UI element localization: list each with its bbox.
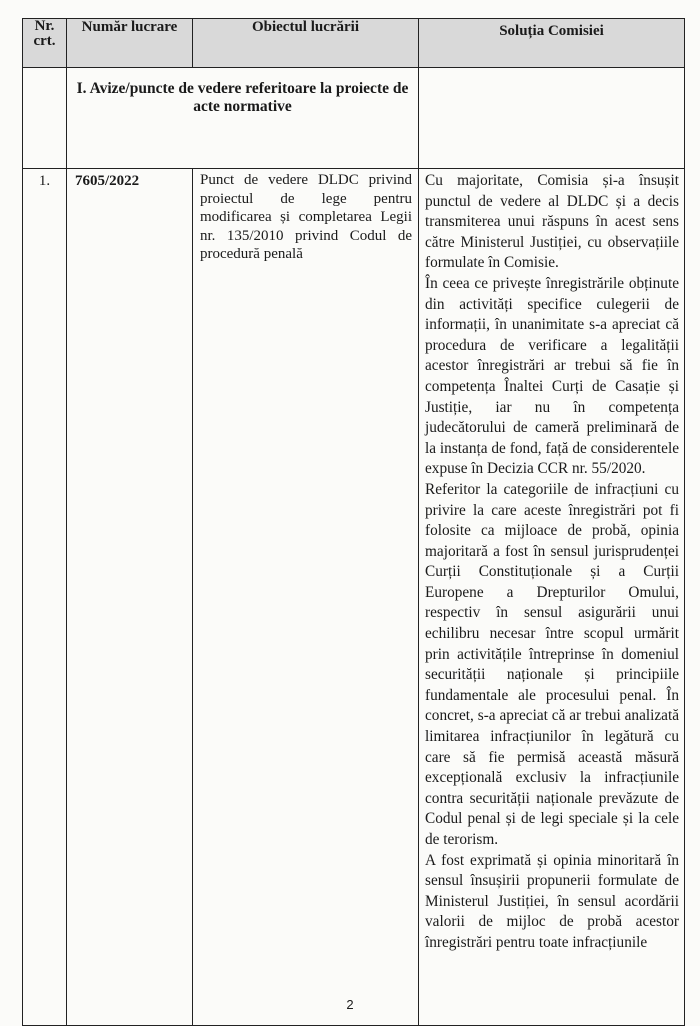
header-numar-lucrare: Număr lucrare xyxy=(67,19,193,68)
page-number: 2 xyxy=(346,997,354,1012)
section-row xyxy=(23,68,685,169)
decisions-table xyxy=(22,18,685,1026)
section-title: I. Avize/puncte de vedere referitoare la proiecte de acte normative xyxy=(67,68,419,169)
row-numar-lucrare: 7605/2022 xyxy=(67,169,193,1026)
section-empty-cell xyxy=(419,68,685,169)
row-obiect: Punct de vedere DLDC privind proiectul de lege pentru modificarea și completarea Legii nr. 135/2010 privind Codul de procedură penală xyxy=(193,169,419,1026)
header-solutia-comisiei: Soluția Comisiei xyxy=(419,19,685,68)
solutie-paragraph: În ceea ce privește înregistrările obținute din activități specifice culegerii de informații, în unanimitate s-a apreciat că procedura de verificare a legalității acestor înregistrări ar trebui să fie în competența Înaltei Curți de Casație și Justiție, iar nu în competența judecătorului de cameră preliminară de la instanța de fond, față de considerentele expuse în Decizia CCR nr. 55/2020. xyxy=(425,274,679,478)
row-nr: 1. xyxy=(23,169,67,1026)
table-header-row xyxy=(23,19,685,68)
solutie-paragraph: A fost exprimată și opinia minoritară în sensul însușirii propunerii formulate de Ministerul Justiției, în sensul acordării valorii de mijloc de probă acestor înregistrări pentru toate infracțiunile xyxy=(425,851,679,951)
section-empty-cell xyxy=(23,68,67,169)
row-solutie xyxy=(419,169,685,1026)
header-obiectul-lucrarii: Obiectul lucrării xyxy=(193,19,419,68)
table-row xyxy=(23,169,685,1026)
solutie-paragraph: Referitor la categoriile de infracțiuni cu privire la care aceste înregistrări pot fi folosite ca mijloace de probă, opinia majoritară a fost în sensul jurisprudenței Curții Constituționale și a Curții Europene a Drepturilor Omului, respectiv în sensul asigurării unui echilibru necesar între scopul urmărit prin activitățile întreprinse în domeniul securității naționale și principiile fundamentale ale procesului penal. În concret, s-a apreciat că ar trebui analizată limitarea infracțiunilor în legătură cu care să fie permisă această măsură excepțională exclusiv la infracțiunile contra securității naționale prevăzute de Codul penal și de legi speciale și la cele de terorism. xyxy=(425,480,679,848)
solutie-paragraph: Cu majoritate, Comisia și-a însușit punctul de vedere al DLDC și a decis transmiterea unui răspuns în acest sens către Ministerul Justiției, cu observațiile formulate în Comisie. xyxy=(425,172,679,272)
header-nr-crt: Nr. crt. xyxy=(23,19,67,68)
